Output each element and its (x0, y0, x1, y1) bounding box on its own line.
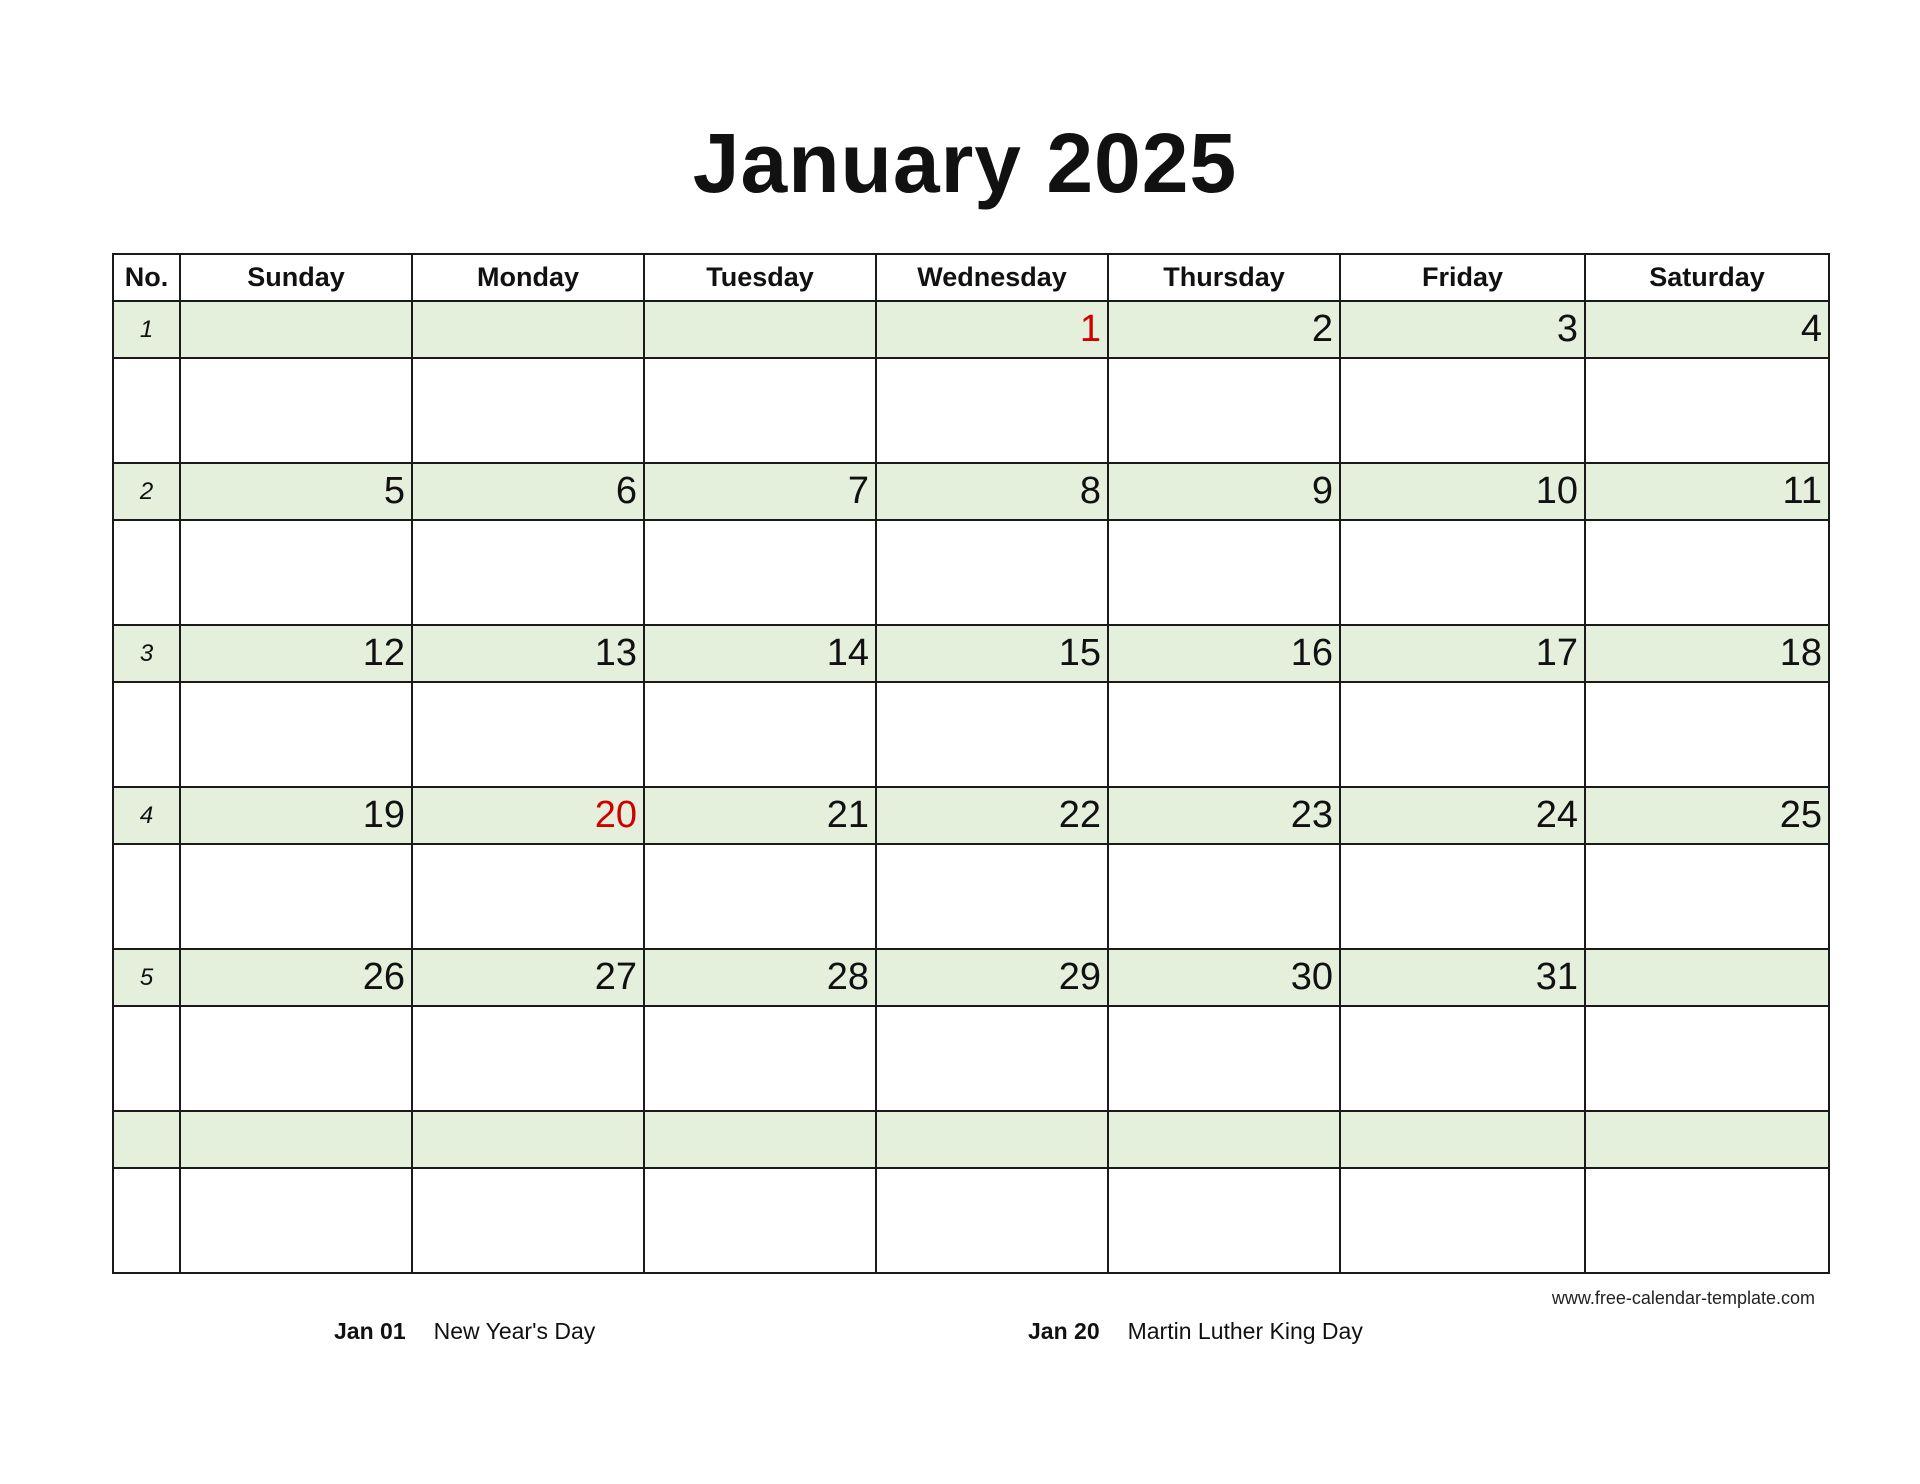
notes-cell[interactable] (644, 682, 876, 787)
calendar-title: January 2025 (692, 116, 1238, 210)
notes-cell[interactable] (113, 682, 180, 787)
day-number: 15 (876, 625, 1108, 682)
holiday-name: New Year's Day (433, 1318, 596, 1344)
notes-cell[interactable] (644, 1006, 876, 1111)
notes-cell[interactable] (412, 682, 644, 787)
week-number: 2 (113, 463, 180, 520)
day-number: 30 (1108, 949, 1340, 1006)
week-date-row (113, 949, 1829, 1006)
notes-cell[interactable] (1108, 682, 1340, 787)
week-notes-row (113, 682, 1829, 787)
day-number: 31 (1340, 949, 1585, 1006)
day-number: 23 (1108, 787, 1340, 844)
notes-cell[interactable] (180, 1168, 412, 1273)
day-number: 17 (1340, 625, 1585, 682)
day-number: 6 (412, 463, 644, 520)
notes-cell[interactable] (1585, 682, 1829, 787)
notes-cell[interactable] (1340, 358, 1585, 463)
holiday-date: Jan 20 (1028, 1318, 1100, 1344)
weekday-header-row (113, 254, 1829, 301)
notes-cell[interactable] (1108, 520, 1340, 625)
week-number: 3 (113, 625, 180, 682)
week-notes-row (113, 358, 1829, 463)
week-date-row (113, 625, 1829, 682)
header-saturday: Saturday (1585, 254, 1829, 301)
notes-cell[interactable] (412, 358, 644, 463)
day-number: 20 (412, 787, 644, 844)
week-number (113, 1111, 180, 1168)
day-number: 19 (180, 787, 412, 844)
notes-cell[interactable] (644, 520, 876, 625)
header-sunday: Sunday (180, 254, 412, 301)
day-number: 12 (180, 625, 412, 682)
week-notes-row (113, 520, 1829, 625)
notes-cell[interactable] (876, 1006, 1108, 1111)
day-number (644, 301, 876, 358)
notes-cell[interactable] (1585, 520, 1829, 625)
notes-cell[interactable] (412, 1168, 644, 1273)
day-number (1108, 1111, 1340, 1168)
day-number (412, 301, 644, 358)
header-week-no: No. (113, 254, 180, 301)
notes-cell[interactable] (876, 520, 1108, 625)
day-number: 21 (644, 787, 876, 844)
holiday-date: Jan 01 (334, 1318, 406, 1344)
website-credit: www.free-calendar-template.com (1551, 1288, 1815, 1308)
week-number: 1 (113, 301, 180, 358)
header-wednesday: Wednesday (876, 254, 1108, 301)
notes-cell[interactable] (113, 1006, 180, 1111)
notes-cell[interactable] (644, 358, 876, 463)
notes-cell[interactable] (1108, 844, 1340, 949)
day-number: 3 (1340, 301, 1585, 358)
day-number (180, 1111, 412, 1168)
notes-cell[interactable] (412, 1006, 644, 1111)
calendar-grid (112, 253, 1830, 1274)
day-number: 8 (876, 463, 1108, 520)
day-number: 5 (180, 463, 412, 520)
holiday-item (334, 1318, 595, 1345)
day-number: 13 (412, 625, 644, 682)
day-number: 27 (412, 949, 644, 1006)
holiday-list (0, 1318, 1920, 1358)
day-number: 9 (1108, 463, 1340, 520)
notes-cell[interactable] (1108, 358, 1340, 463)
notes-cell[interactable] (412, 520, 644, 625)
day-number (1585, 1111, 1829, 1168)
header-thursday: Thursday (1108, 254, 1340, 301)
notes-cell[interactable] (876, 844, 1108, 949)
notes-cell[interactable] (1340, 844, 1585, 949)
day-number (1585, 949, 1829, 1006)
day-number (412, 1111, 644, 1168)
notes-cell[interactable] (1108, 1006, 1340, 1111)
notes-cell[interactable] (180, 1006, 412, 1111)
notes-cell[interactable] (876, 1168, 1108, 1273)
notes-cell[interactable] (113, 844, 180, 949)
notes-cell[interactable] (113, 358, 180, 463)
notes-cell[interactable] (412, 844, 644, 949)
notes-cell[interactable] (1340, 1168, 1585, 1273)
day-number: 16 (1108, 625, 1340, 682)
notes-cell[interactable] (180, 682, 412, 787)
week-notes-row (113, 1006, 1829, 1111)
notes-cell[interactable] (1585, 1006, 1829, 1111)
notes-cell[interactable] (876, 682, 1108, 787)
day-number: 10 (1340, 463, 1585, 520)
week-date-row (113, 463, 1829, 520)
day-number: 24 (1340, 787, 1585, 844)
day-number: 14 (644, 625, 876, 682)
day-number: 2 (1108, 301, 1340, 358)
notes-cell[interactable] (1340, 682, 1585, 787)
header-tuesday: Tuesday (644, 254, 876, 301)
notes-cell[interactable] (1585, 358, 1829, 463)
header-friday: Friday (1340, 254, 1585, 301)
day-number: 29 (876, 949, 1108, 1006)
day-number: 22 (876, 787, 1108, 844)
notes-cell[interactable] (1108, 1168, 1340, 1273)
day-number (644, 1111, 876, 1168)
notes-cell[interactable] (1585, 844, 1829, 949)
week-date-row (113, 301, 1829, 358)
notes-cell[interactable] (113, 1168, 180, 1273)
notes-cell[interactable] (644, 1168, 876, 1273)
day-number: 11 (1585, 463, 1829, 520)
day-number (1340, 1111, 1585, 1168)
notes-cell[interactable] (180, 844, 412, 949)
day-number (876, 1111, 1108, 1168)
week-notes-row (113, 1168, 1829, 1273)
day-number: 7 (644, 463, 876, 520)
holiday-name: Martin Luther King Day (1127, 1318, 1363, 1344)
notes-cell[interactable] (180, 358, 412, 463)
week-number: 5 (113, 949, 180, 1006)
notes-cell[interactable] (1585, 1168, 1829, 1273)
notes-cell[interactable] (1340, 520, 1585, 625)
week-notes-row (113, 844, 1829, 949)
day-number: 4 (1585, 301, 1829, 358)
day-number: 1 (876, 301, 1108, 358)
notes-cell[interactable] (113, 520, 180, 625)
notes-cell[interactable] (180, 520, 412, 625)
day-number (180, 301, 412, 358)
header-monday: Monday (412, 254, 644, 301)
week-number: 4 (113, 787, 180, 844)
notes-cell[interactable] (876, 358, 1108, 463)
day-number: 18 (1585, 625, 1829, 682)
day-number: 26 (180, 949, 412, 1006)
holiday-item (1028, 1318, 1363, 1345)
notes-cell[interactable] (644, 844, 876, 949)
notes-cell[interactable] (1340, 1006, 1585, 1111)
week-date-row (113, 787, 1829, 844)
day-number: 28 (644, 949, 876, 1006)
week-date-row (113, 1111, 1829, 1168)
day-number: 25 (1585, 787, 1829, 844)
